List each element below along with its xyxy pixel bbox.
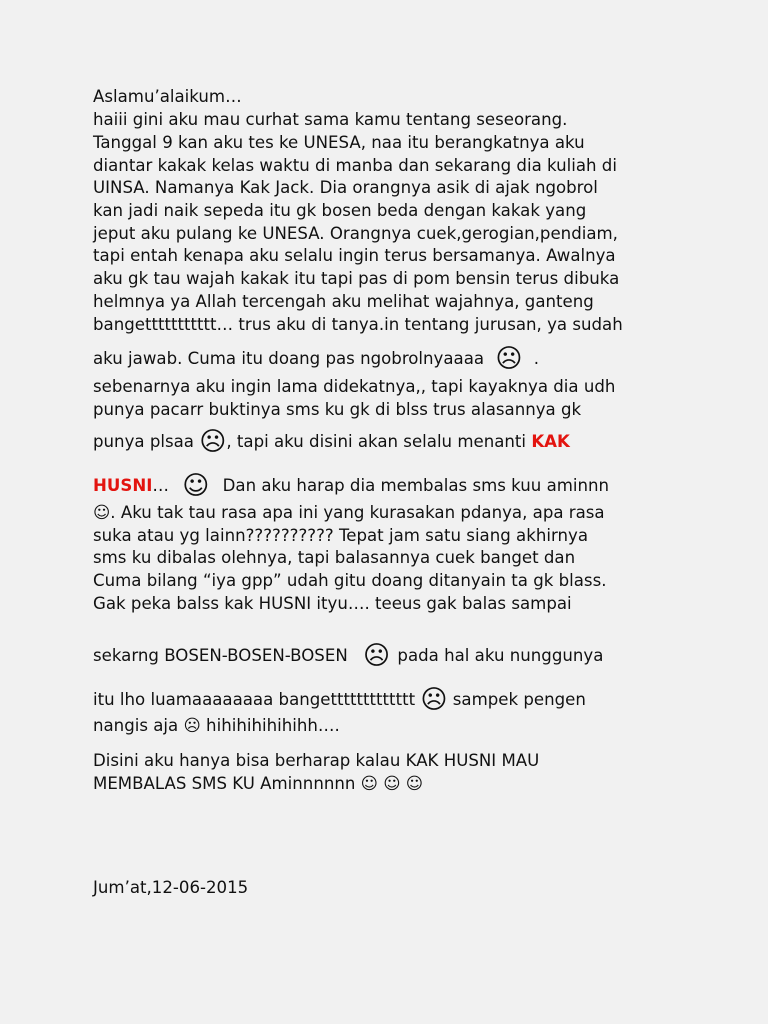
text-line-aku-tak-tau: ☺. Aku tak tau rasa apa ini yang kurasakan pdanya, apa rasa [93, 503, 605, 522]
text-line-3: diantar kakak kelas waktu di manba dan sekarang dia kuliah di [93, 156, 617, 175]
text-line-1: haiii gini aku mau curhat sama kamu tentang seseorang. [93, 110, 568, 129]
text-itu-lho-a: itu lho luamaaaaaaaa bangettttttttttttt [93, 690, 416, 709]
text-line-5: kan jadi naik sepeda itu gk bosen beda dengan kakak yang [93, 201, 587, 220]
greeting: Aslamu’alaikum… [93, 87, 242, 106]
text-line-punya-pacar: punya pacarr buktinya sms ku gk di blss trus alasannya gk [93, 400, 582, 419]
text-line-6: jeput aku pulang ke UNESA. Orangnya cuek,gerogian,pendiam, [93, 224, 618, 243]
text-line-disini: Disini aku hanya bisa berharap kalau KAK HUSNI MAU [93, 751, 540, 770]
text-bosen-b: pada hal aku nunggunya [397, 646, 604, 665]
text-line-sebenarnya: sebenarnya aku ingin lama didekatnya,, tapi kayaknya dia udh [93, 377, 616, 396]
text-jawab-end: . [533, 349, 539, 368]
text-line-bosen [93, 641, 604, 671]
frown-emoticon-icon: ☹ [495, 344, 523, 374]
text-line-10: bangettttttttttt… trus aku di tanya.in tentang jurusan, ya sudah [93, 315, 623, 334]
text-line-jawab [93, 344, 539, 374]
text-husni-rest: Dan aku harap dia membalas sms kuu aminnn [222, 476, 610, 495]
text-plsaa-a: punya plsaa [93, 432, 194, 451]
text-line-2: Tanggal 9 kan aku tes ke UNESA, naa itu berangkatnya aku [93, 133, 585, 152]
date-line: Jum’at,12-06-2015 [93, 878, 249, 897]
text-line-sms-dibalas: sms ku dibalas olehnya, tapi balasannya cuek banget dan [93, 548, 576, 567]
text-line-husni [93, 471, 610, 501]
text-line-7: tapi entah kenapa aku selalu ingin terus bersamanya. Awalnya [93, 246, 616, 265]
text-line-itu-lho [93, 685, 586, 715]
highlight-kak: KAK [531, 432, 570, 451]
smile-emoticon-icon: ☺ [182, 471, 210, 501]
text-line-nangis: nangis aja ☹ hihihihihihihh…. [93, 716, 340, 735]
frown-emoticon-icon: ☹ [199, 427, 227, 457]
highlight-husni: HUSNI [93, 476, 153, 495]
frown-emoticon-icon: ☹ [420, 685, 448, 715]
text-jawab: aku jawab. Cuma itu doang pas ngobrolnyaaaa [93, 349, 485, 368]
text-line-gak-peka: Gak peka balss kak HUSNI ityu…. teeus gak balas sampai [93, 594, 572, 613]
text-line-membalas: MEMBALAS SMS KU Aminnnnnn ☺ ☺ ☺ [93, 774, 424, 793]
text-plsaa-b: , tapi aku disini akan selalu menanti [226, 432, 527, 451]
text-line-suka: suka atau yg lainn?????????? Tepat jam satu siang akhirnya [93, 526, 588, 545]
text-line-8: aku gk tau wajah kakak itu tapi pas di pom bensin terus dibuka [93, 269, 620, 288]
text-husni-ellipsis: … [152, 476, 169, 495]
frown-emoticon-icon: ☹ [363, 641, 391, 671]
text-line-4: UINSA. Namanya Kak Jack. Dia orangnya asik di ajak ngobrol [93, 178, 598, 197]
text-line-cuma-bilang: Cuma bilang “iya gpp” udah gitu doang ditanyain ta gk blass. [93, 571, 607, 590]
text-line-plsaa [93, 427, 570, 457]
text-bosen-a: sekarng BOSEN-BOSEN-BOSEN [93, 646, 348, 665]
text-line-9: helmnya ya Allah tercengah aku melihat wajahnya, ganteng [93, 292, 594, 311]
text-itu-lho-b: sampek pengen [452, 690, 586, 709]
